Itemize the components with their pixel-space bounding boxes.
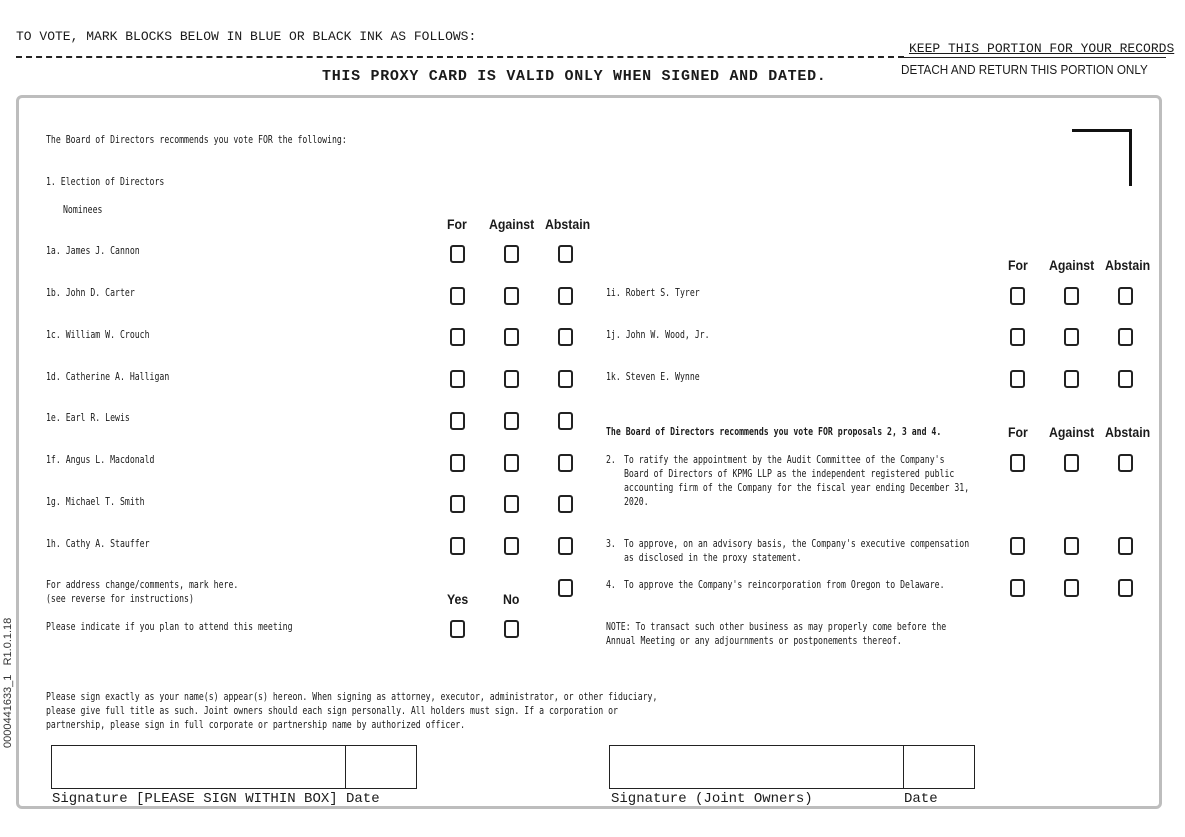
- proposal-2-line4: 2020.: [624, 496, 649, 508]
- note-line2: Annual Meeting or any adjournments or postponements thereof.: [606, 635, 902, 647]
- keep-portion-label: KEEP THIS PORTION FOR YOUR RECORDS: [909, 41, 1175, 56]
- proposal-2-abstain-checkbox[interactable]: [1118, 454, 1133, 472]
- nominee-1k-against-checkbox[interactable]: [1064, 370, 1079, 388]
- vote-instructions: TO VOTE, MARK BLOCKS BELOW IN BLUE OR BLACK INK AS FOLLOWS:: [16, 29, 477, 44]
- nominee-1f-abstain-checkbox[interactable]: [558, 454, 573, 472]
- nominee-1h-abstain-checkbox[interactable]: [558, 537, 573, 555]
- nominee-1h-against-checkbox[interactable]: [504, 537, 519, 555]
- nominee-1c-abstain-checkbox[interactable]: [558, 328, 573, 346]
- nominee-1e-for-checkbox[interactable]: [450, 412, 465, 430]
- board-recommendation-1: The Board of Directors recommends you vote FOR the following:: [46, 134, 347, 146]
- nominee-1f: 1f. Angus L. Macdonald: [46, 454, 155, 466]
- nominee-1f-against-checkbox[interactable]: [504, 454, 519, 472]
- nominee-1b-against-checkbox[interactable]: [504, 287, 519, 305]
- nominee-1i-abstain-checkbox[interactable]: [1118, 287, 1133, 305]
- nominee-1b-for-checkbox[interactable]: [450, 287, 465, 305]
- detach-line: [16, 56, 904, 58]
- nominee-1j-against-checkbox[interactable]: [1064, 328, 1079, 346]
- nominee-1i-against-checkbox[interactable]: [1064, 287, 1079, 305]
- proposal-3-number: 3.: [606, 538, 616, 550]
- nominee-1e-abstain-checkbox[interactable]: [558, 412, 573, 430]
- nominees-label: Nominees: [63, 204, 103, 216]
- nominee-1g: 1g. Michael T. Smith: [46, 496, 145, 508]
- address-change-line2: (see reverse for instructions): [46, 593, 194, 605]
- nominee-1g-against-checkbox[interactable]: [504, 495, 519, 513]
- registration-corner-mark: [1072, 129, 1132, 186]
- proposal-4-for-checkbox[interactable]: [1010, 579, 1025, 597]
- nominee-1h: 1h. Cathy A. Stauffer: [46, 538, 150, 550]
- nominee-1g-abstain-checkbox[interactable]: [558, 495, 573, 513]
- nominee-1c-for-checkbox[interactable]: [450, 328, 465, 346]
- proposal-2-against-checkbox[interactable]: [1064, 454, 1079, 472]
- nominee-1j: 1j. John W. Wood, Jr.: [606, 329, 710, 341]
- proposal-3-against-checkbox[interactable]: [1064, 537, 1079, 555]
- keep-divider: [904, 57, 1166, 58]
- signature-box[interactable]: [51, 745, 346, 789]
- nominee-1k-for-checkbox[interactable]: [1010, 370, 1025, 388]
- nominee-1d-against-checkbox[interactable]: [504, 370, 519, 388]
- valid-notice: THIS PROXY CARD IS VALID ONLY WHEN SIGNED AND DATED.: [322, 68, 827, 85]
- left-for-header: For: [447, 216, 467, 232]
- yes-header: Yes: [447, 591, 469, 607]
- nominee-1c: 1c. William W. Crouch: [46, 329, 150, 341]
- nominee-1b-abstain-checkbox[interactable]: [558, 287, 573, 305]
- proposals-against-header: Against: [1049, 424, 1095, 440]
- sign-instructions-line3: partnership, please sign in full corporate or partnership name by authorized officer.: [46, 719, 466, 731]
- right-for-header: For: [1008, 257, 1028, 273]
- signature-label: Signature [PLEASE SIGN WITHIN BOX]: [52, 791, 338, 807]
- nominee-1d: 1d. Catherine A. Halligan: [46, 371, 170, 383]
- election-heading: 1. Election of Directors: [46, 176, 165, 188]
- nominee-1a-against-checkbox[interactable]: [504, 245, 519, 263]
- nominee-1a-abstain-checkbox[interactable]: [558, 245, 573, 263]
- nominee-1h-for-checkbox[interactable]: [450, 537, 465, 555]
- proposal-4-number: 4.: [606, 579, 616, 591]
- board-recommendation-2: The Board of Directors recommends you vote FOR proposals 2, 3 and 4.: [606, 426, 942, 438]
- attend-meeting-label: Please indicate if you plan to attend this meeting: [46, 621, 293, 633]
- attend-no-checkbox[interactable]: [504, 620, 519, 638]
- nominee-1d-abstain-checkbox[interactable]: [558, 370, 573, 388]
- signature-date-box[interactable]: [345, 745, 417, 789]
- signature-date-label: Date: [346, 791, 380, 807]
- proposals-for-header: For: [1008, 424, 1028, 440]
- proposal-4-abstain-checkbox[interactable]: [1118, 579, 1133, 597]
- nominee-1f-for-checkbox[interactable]: [450, 454, 465, 472]
- nominee-1c-against-checkbox[interactable]: [504, 328, 519, 346]
- left-abstain-header: Abstain: [545, 216, 591, 232]
- proposal-2-line1: To ratify the appointment by the Audit Committee of the Company's: [624, 454, 945, 466]
- proposal-2-line3: accounting firm of the Company for the fiscal year ending December 31,: [624, 482, 970, 494]
- nominee-1a: 1a. James J. Cannon: [46, 245, 140, 257]
- proposal-3-line2: as disclosed in the proxy statement.: [624, 552, 802, 564]
- proposal-2-number: 2.: [606, 454, 616, 466]
- nominee-1e-against-checkbox[interactable]: [504, 412, 519, 430]
- nominee-1k: 1k. Steven E. Wynne: [606, 371, 700, 383]
- sign-instructions-line1: Please sign exactly as your name(s) appear(s) hereon. When signing as attorney, executor, administrator, or other fiduciary,: [46, 691, 658, 703]
- nominee-1g-for-checkbox[interactable]: [450, 495, 465, 513]
- nominee-1i: 1i. Robert S. Tyrer: [606, 287, 700, 299]
- joint-signature-date-label: Date: [904, 791, 938, 807]
- nominee-1b: 1b. John D. Carter: [46, 287, 135, 299]
- nominee-1i-for-checkbox[interactable]: [1010, 287, 1025, 305]
- nominee-1e: 1e. Earl R. Lewis: [46, 412, 130, 424]
- address-change-checkbox[interactable]: [558, 579, 573, 597]
- nominee-1k-abstain-checkbox[interactable]: [1118, 370, 1133, 388]
- no-header: No: [503, 591, 520, 607]
- joint-signature-box[interactable]: [609, 745, 904, 789]
- proposal-3-abstain-checkbox[interactable]: [1118, 537, 1133, 555]
- sign-instructions-line2: please give full title as such. Joint owners should each sign personally. All holders must sign. If a corporation or: [46, 705, 618, 717]
- address-change-line1: For address change/comments, mark here.: [46, 579, 239, 591]
- nominee-1j-abstain-checkbox[interactable]: [1118, 328, 1133, 346]
- left-against-header: Against: [489, 216, 535, 232]
- attend-yes-checkbox[interactable]: [450, 620, 465, 638]
- nominee-1j-for-checkbox[interactable]: [1010, 328, 1025, 346]
- nominee-1d-for-checkbox[interactable]: [450, 370, 465, 388]
- detach-portion-label: DETACH AND RETURN THIS PORTION ONLY: [901, 62, 1148, 77]
- proposals-abstain-header: Abstain: [1105, 424, 1151, 440]
- proposal-4-line1: To approve the Company's reincorporation from Oregon to Delaware.: [624, 579, 945, 591]
- proposal-2-for-checkbox[interactable]: [1010, 454, 1025, 472]
- proposal-3-for-checkbox[interactable]: [1010, 537, 1025, 555]
- right-abstain-header: Abstain: [1105, 257, 1151, 273]
- proposal-3-line1: To approve, on an advisory basis, the Company's executive compensation: [624, 538, 970, 550]
- proposal-4-against-checkbox[interactable]: [1064, 579, 1079, 597]
- side-code: 0000441633_1 R1.0.1.18: [2, 617, 14, 748]
- joint-signature-date-box[interactable]: [903, 745, 975, 789]
- note-line1: NOTE: To transact such other business as may properly come before the: [606, 621, 947, 633]
- proposal-2-line2: Board of Directors of KPMG LLP as the independent registered public: [624, 468, 955, 480]
- joint-signature-label: Signature (Joint Owners): [611, 791, 813, 807]
- nominee-1a-for-checkbox[interactable]: [450, 245, 465, 263]
- right-against-header: Against: [1049, 257, 1095, 273]
